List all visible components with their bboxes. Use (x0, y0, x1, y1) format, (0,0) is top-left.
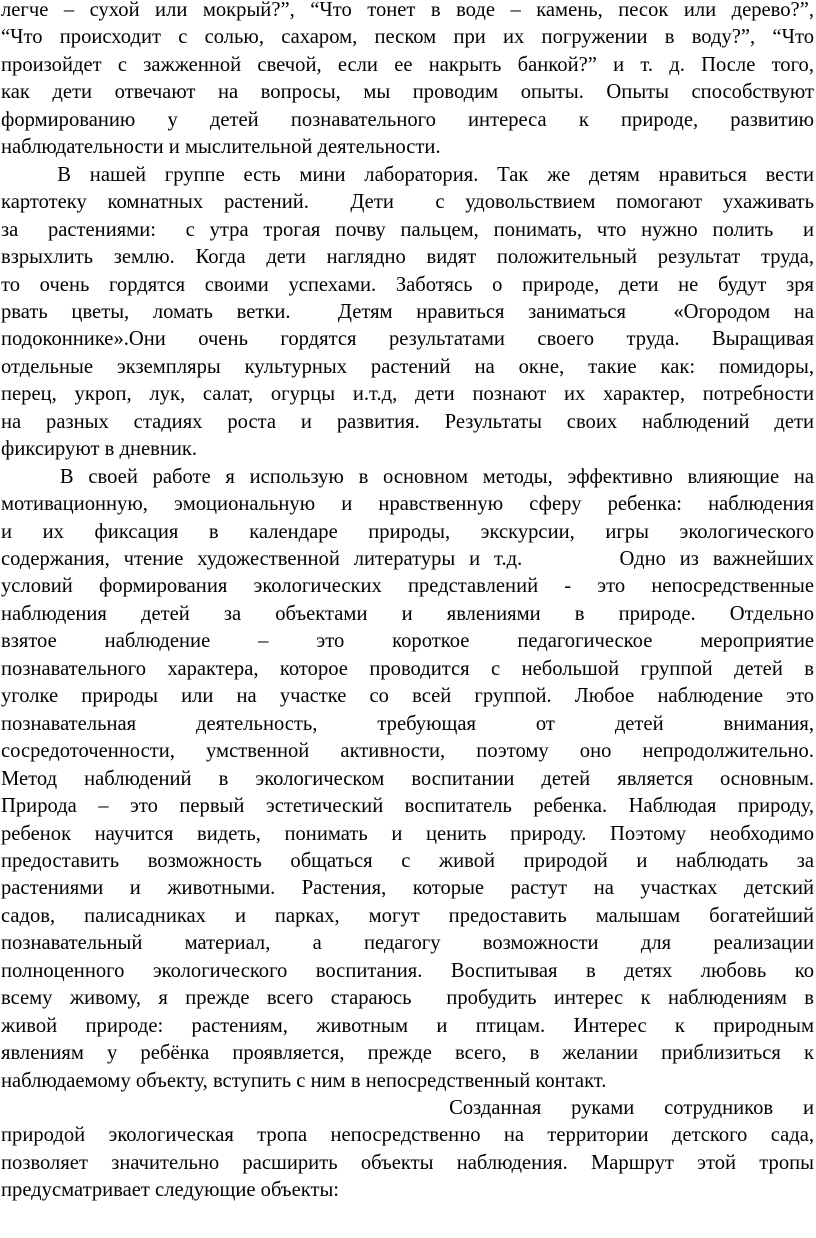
text-line: и их фиксация в календаре природы, экскурсии, игры экологического (1, 520, 814, 543)
text-line: сосредоточенности, умственной активности, поэтому оно непродолжительно. (1, 740, 814, 763)
text-line: перец, укроп, лук, салат, огурцы и.т.д, дети познают их характер, потребности (1, 383, 814, 406)
text-line: наблюдаемому объекту, вступить с ним в непосредственный контакт. (1, 1069, 607, 1092)
text-line: познавательная деятельность, требующая от детей внимания, (1, 712, 814, 735)
text-line: В нашей группе есть мини лаборатория. Так же детям нравиться вести (1, 163, 814, 186)
text-line: как дети отвечают на вопросы, мы проводим опыты. Опыты способствуют (1, 81, 814, 104)
text-line: “Что происходит с солью, сахаром, песком при их погружении в воду?”, “Что (1, 26, 814, 49)
text-line: формированию у детей познавательного интереса к природе, развитию (1, 108, 814, 131)
text-line: за растениями: с утра трогая почву пальцем, понимать, что нужно полить и (1, 218, 814, 241)
text-line: взрыхлить землю. Когда дети наглядно видят положительный результат труда, (1, 246, 814, 269)
text-line: предусматривает следующие объекты: (1, 1179, 340, 1202)
text-line: позволяет значительно расширить объекты наблюдения. Маршрут этой тропы (1, 1151, 814, 1174)
text-line: то очень гордятся своими успехами. Заботясь о природе, дети не будут зря (1, 273, 814, 296)
text-line: условий формирования экологических представлений - это непосредственные (1, 575, 814, 598)
text-line: Метод наблюдений в экологическом воспитании детей является основным. (1, 767, 814, 790)
text-line: легче – сухой или мокрый?”, “Что тонет в воде – камень, песок или дерево?”, (1, 0, 814, 21)
text-line: всему живому, я прежде всего стараюсь пробудить интерес к наблюдениям в (1, 987, 814, 1010)
text-line: уголке природы или на участке со всей группой. Любое наблюдение это (1, 685, 814, 708)
text-line: на разных стадиях роста и развития. Результаты своих наблюдений дети (1, 410, 814, 433)
text-line: подоконнике».Они очень гордятся результатами своего труда. Выращивая (1, 328, 814, 351)
text-line: произойдет с зажженной свечой, если ее накрыть банкой?” и т. д. После того, (1, 53, 814, 76)
text-line: рвать цветы, ломать ветки. Детям нравиться заниматься «Огородом на (1, 300, 814, 323)
text-line: Созданная руками сотрудников и (1, 1097, 814, 1119)
text-line: взятое наблюдение – это короткое педагогическое мероприятие (1, 630, 814, 653)
text-line: познавательного характера, которое проводится с небольшой группой детей в (1, 657, 814, 680)
text-line: наблюдения детей за объектами и явлениями в природе. Отдельно (1, 602, 814, 625)
text-line: природой экологическая тропа непосредственно на территории детского сада, (1, 1124, 814, 1147)
text-line: познавательный материал, а педагогу возможности для реализации (1, 932, 814, 955)
text-line: Природа – это первый эстетический воспитатель ребенка. Наблюдая природу, (1, 795, 814, 818)
text-line: явлениям у ребёнка проявляется, прежде всего, в желании приблизиться к (1, 1042, 814, 1065)
text-line: полноценного экологического воспитания. Воспитывая в детях любовь ко (1, 959, 814, 982)
text-line: картотеку комнатных растений. Дети с удовольствием помогают ухаживать (1, 191, 814, 214)
text-line: живой природе: растениям, животным и птицам. Интерес к природным (1, 1014, 814, 1037)
text-line: садов, палисадниках и парках, могут предоставить малышам богатейший (1, 904, 814, 927)
text-line: фиксируют в дневник. (1, 438, 198, 461)
text-line: В своей работе я использую в основном методы, эффективно влияющие на (1, 465, 814, 488)
text-line: предоставить возможность общаться с живой природой и наблюдать за (1, 849, 814, 872)
text-line: содержания, чтение художественной литературы и т.д. Одно из важнейших (1, 548, 814, 570)
text-line: отдельные экземпляры культурных растений на окне, такие как: помидоры, (1, 355, 814, 378)
text-line: ребенок научится видеть, понимать и ценить природу. Поэтому необходимо (1, 822, 814, 845)
text-line: растениями и животными. Растения, которые растут на участках детский (1, 877, 814, 900)
text-line: мотивационную, эмоциональную и нравственную сферу ребенка: наблюдения (1, 493, 814, 516)
text-line: наблюдательности и мыслительной деятельности. (1, 136, 441, 159)
